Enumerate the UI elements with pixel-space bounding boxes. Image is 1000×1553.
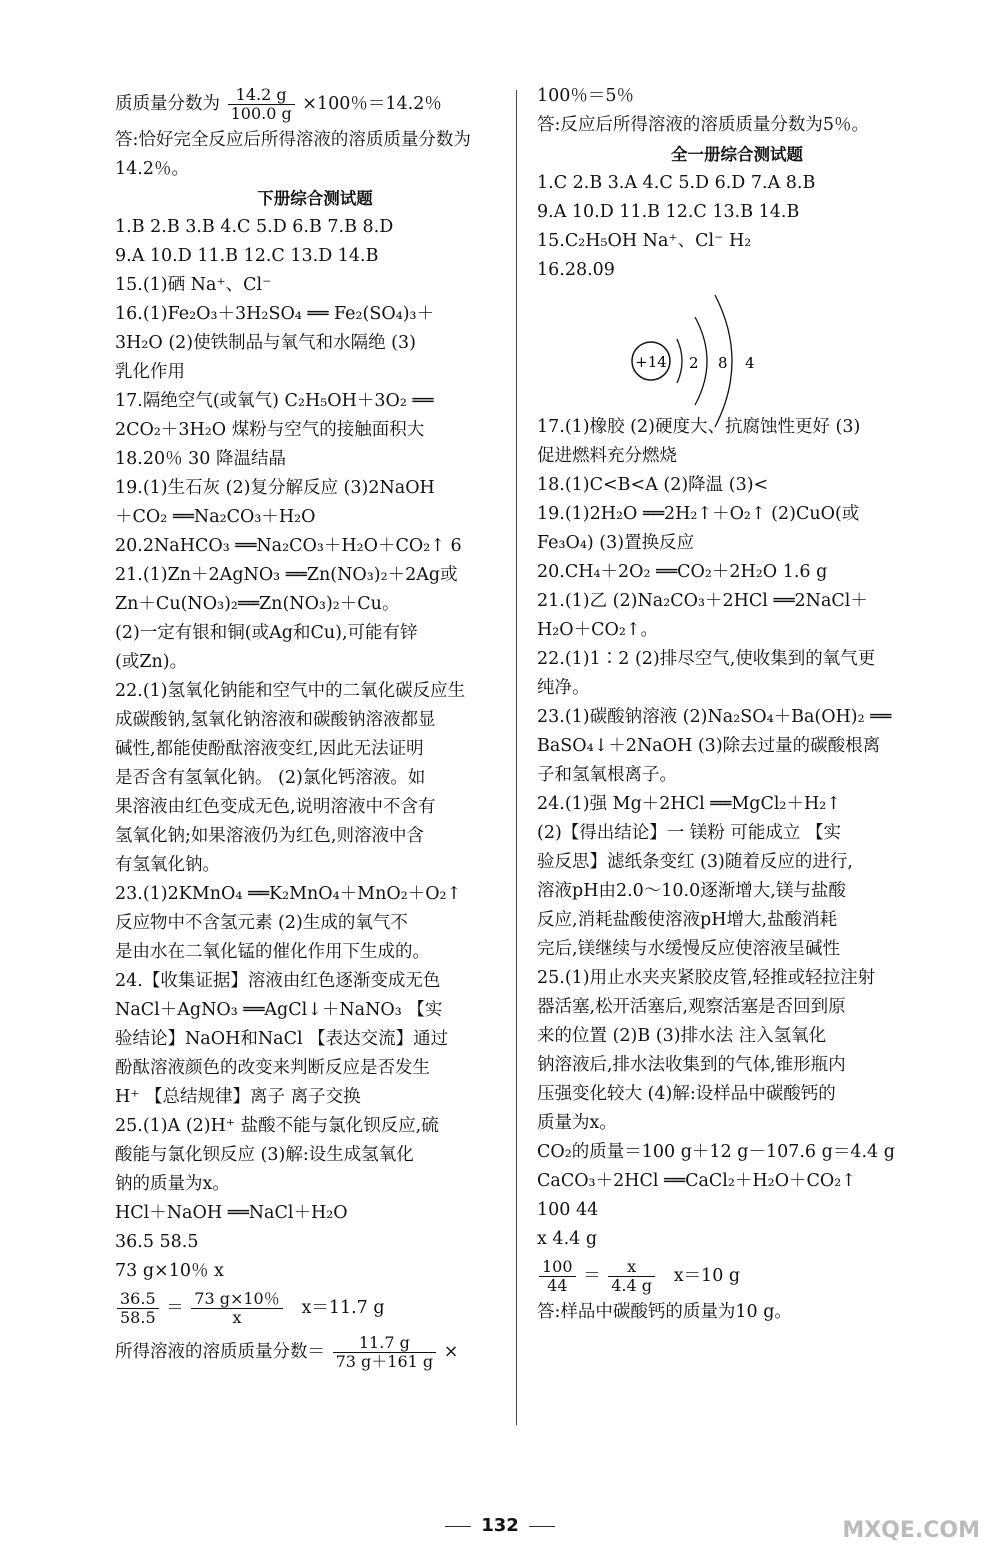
left-line-27: NaCl＋AgNO₃ ══AgCl↓＋NaNO₃ 【实 bbox=[115, 1000, 443, 1020]
left-line-24: 反应物中不含氢元素 (2)生成的氧气不 bbox=[115, 913, 408, 933]
right-lineb-22: 钠溶液后,排水法收集到的气体,锥形瓶内 bbox=[537, 1055, 846, 1075]
left-line-28: 验结论】NaOH和NaCl 【表达交流】通过 bbox=[115, 1029, 449, 1049]
right-lineb-12: 子和氢氧根离子。 bbox=[537, 765, 677, 785]
right-linea-1: 9.A 10.D 11.B 12.C 13.B 14.B bbox=[537, 202, 800, 222]
fraction bbox=[333, 1334, 437, 1371]
formula-line bbox=[537, 1254, 937, 1298]
right-linea-2: 15.C₂H₅OH Na⁺、Cl⁻ H₂ bbox=[537, 231, 752, 251]
text: ×100％＝14.2％ bbox=[302, 94, 442, 114]
watermark: MXQE.COM bbox=[842, 1518, 980, 1543]
left-line-5: 乳化作用 bbox=[115, 362, 185, 382]
left-line-4: 3H₂O (2)使铁制品与氧气和水隔绝 (3) bbox=[115, 333, 416, 353]
equals: ＝ bbox=[166, 1298, 184, 1318]
left-line-9: 19.(1)生石灰 (2)复分解反应 (3)2NaOH bbox=[115, 478, 435, 498]
right-column bbox=[537, 82, 937, 1327]
dash bbox=[445, 1526, 471, 1527]
fraction bbox=[539, 1258, 576, 1295]
right-lineb-24: 质量为x。 bbox=[537, 1113, 617, 1133]
denominator: 58.5 bbox=[120, 1308, 156, 1327]
right-lineb-16: 溶液pH由2.0～10.0逐渐增大,镁与盐酸 bbox=[537, 881, 846, 901]
right-line-2: 答:反应后所得溶液的溶质质量分数为5％。 bbox=[537, 115, 870, 135]
denominator: 4.4 g bbox=[611, 1276, 652, 1295]
shell-electrons: 2 bbox=[689, 354, 699, 372]
numerator: 73 g×10％ bbox=[191, 1290, 282, 1309]
text: 质质量分数为 bbox=[115, 94, 220, 114]
right-lineb-15: 验反思】滤纸条变红 (3)随着反应的进行, bbox=[537, 852, 853, 872]
left-line-32: 酸能与氯化钡反应 (3)解:设生成氢氧化 bbox=[115, 1145, 414, 1165]
right-lineb-18: 完后,镁继续与水缓慢反应使溶液呈碱性 bbox=[537, 939, 841, 959]
column-divider bbox=[516, 90, 517, 1425]
left-line-16: 22.(1)氢氧化钠能和空气中的二氧化碳反应生 bbox=[115, 681, 466, 701]
section-title: 全一册综合测试题 bbox=[671, 145, 803, 164]
left-line-30: H⁺ 【总结规律】离子 离子交换 bbox=[115, 1087, 361, 1107]
left-line-7: 2CO₂＋3H₂O 煤粉与空气的接触面积大 bbox=[115, 420, 425, 440]
right-lineb-13: 24.(1)强 Mg＋2HCl ══MgCl₂＋H₂↑ bbox=[537, 794, 841, 814]
left-line-12: 21.(1)Zn＋2AgNO₃ ══Zn(NO₃)₂＋2Ag或 bbox=[115, 565, 458, 585]
left-line-25: 是由水在二氧化锰的催化作用下生成的。 bbox=[115, 942, 430, 962]
left-line-6: 17.隔绝空气(或氧气) C₂H₅OH＋3O₂ ══ bbox=[115, 391, 434, 411]
answer-lines bbox=[537, 169, 937, 285]
result: x＝10 g bbox=[673, 1266, 741, 1286]
page-number-text: 132 bbox=[481, 1515, 519, 1536]
left-line-22: 有氢氧化钠。 bbox=[115, 855, 220, 875]
denominator: x bbox=[232, 1308, 242, 1327]
atom-svg bbox=[537, 289, 755, 409]
final-line bbox=[115, 1330, 515, 1374]
left-line-34: HCl＋NaOH ══NaCl＋H₂O bbox=[115, 1203, 348, 1223]
result: x＝11.7 g bbox=[301, 1298, 385, 1318]
text: 所得溶液的溶质质量分数＝ bbox=[115, 1342, 325, 1362]
left-line-2: 答:恰好完全反应后所得溶液的溶质质量分数为 bbox=[115, 130, 471, 150]
right-lineb-6: 21.(1)乙 (2)Na₂CO₃＋2HCl ══2NaCl＋ bbox=[537, 591, 868, 611]
fraction bbox=[191, 1290, 282, 1327]
left-line-2: 15.(1)硒 Na⁺、Cl⁻ bbox=[115, 275, 272, 295]
right-lineb-27: 100 44 bbox=[537, 1200, 599, 1220]
formula-line bbox=[115, 1286, 515, 1330]
right-lineb-3: 19.(1)2H₂O ══2H₂↑＋O₂↑ (2)CuO(或 bbox=[537, 504, 860, 524]
dash bbox=[529, 1526, 555, 1527]
right-lineb-23: 压强变化较大 (4)解:设样品中碳酸钙的 bbox=[537, 1084, 836, 1104]
answer-lines bbox=[537, 413, 937, 1254]
nucleus-label: +14 bbox=[635, 353, 667, 371]
atom-structure-diagram bbox=[537, 289, 937, 409]
left-line-29: 酚酞溶液颜色的改变来判断反应是否发生 bbox=[115, 1058, 430, 1078]
left-line-10: ＋CO₂ ══Na₂CO₃＋H₂O bbox=[115, 507, 316, 527]
left-line-1 bbox=[115, 82, 515, 126]
right-lineb-5: 20.CH₄＋2O₂ ══CO₂＋2H₂O 1.6 g bbox=[537, 562, 828, 582]
fraction bbox=[117, 1290, 159, 1327]
right-lineb-20: 器活塞,松开活塞后,观察活塞是否回到原 bbox=[537, 997, 846, 1017]
left-line-26: 24.【收集证据】溶液由红色逐渐变成无色 bbox=[115, 971, 441, 991]
left-line-19: 是否含有氢氧化钠。 (2)氯化钙溶液。如 bbox=[115, 768, 426, 788]
left-line-18: 碱性,都能使酚酞溶液变红,因此无法证明 bbox=[115, 739, 424, 759]
numerator: 100 bbox=[539, 1258, 576, 1277]
right-lineb-19: 25.(1)用止水夹夹紧胶皮管,轻推或轻拉注射 bbox=[537, 968, 876, 988]
section-title: 下册综合测试题 bbox=[257, 189, 373, 208]
numerator: 14.2 g bbox=[228, 86, 295, 105]
left-line-1: 9.A 10.D 11.B 12.C 13.D 14.B bbox=[115, 246, 379, 266]
left-line-3: 14.2％。 bbox=[115, 159, 189, 179]
fraction bbox=[608, 1258, 655, 1295]
denominator: 100.0 g bbox=[230, 104, 292, 123]
right-lineb-9: 纯净。 bbox=[537, 678, 590, 698]
left-line-17: 成碳酸钠,氢氧化钠溶液和碳酸钠溶液都显 bbox=[115, 710, 436, 730]
right-lineb-26: CaCO₃＋2HCl ══CaCl₂＋H₂O＋CO₂↑ bbox=[537, 1171, 856, 1191]
left-line-11: 20.2NaHCO₃ ══Na₂CO₃＋H₂O＋CO₂↑ 6 bbox=[115, 536, 462, 556]
right-lineb-2: 18.(1)C<B<A (2)降温 (3)< bbox=[537, 475, 769, 495]
left-line-0: 1.B 2.B 3.B 4.C 5.D 6.B 7.B 8.D bbox=[115, 217, 394, 237]
fraction bbox=[228, 86, 295, 123]
shell-electrons: 4 bbox=[745, 354, 755, 372]
right-lineb-10: 23.(1)碳酸钠溶液 (2)Na₂SO₄＋Ba(OH)₂ ══ bbox=[537, 707, 892, 727]
left-line-31: 25.(1)A (2)H⁺ 盐酸不能与氯化钡反应,硫 bbox=[115, 1116, 439, 1136]
right-lineb-4: Fe₃O₄) (3)置换反应 bbox=[537, 533, 695, 553]
denominator: 73 g＋161 g bbox=[335, 1352, 434, 1371]
left-line-35: 36.5 58.5 bbox=[115, 1232, 199, 1252]
numerator: x bbox=[608, 1258, 655, 1277]
numerator: 36.5 bbox=[117, 1290, 159, 1309]
numerator: 11.7 g bbox=[333, 1334, 437, 1353]
left-line-3: 16.(1)Fe₂O₃＋3H₂SO₄ ══ Fe₂(SO₄)₃＋ bbox=[115, 304, 435, 324]
answer-lines bbox=[115, 213, 515, 1286]
right-lineb-17: 反应,消耗盐酸使溶液pH增大,盐酸消耗 bbox=[537, 910, 838, 930]
right-lineb-0: 17.(1)橡胶 (2)硬度大、抗腐蚀性更好 (3) bbox=[537, 417, 861, 437]
left-line-21: 氢氧化钠;如果溶液仍为红色,则溶液中含 bbox=[115, 826, 424, 846]
shell-arc bbox=[677, 339, 682, 383]
right-line-1: 100％＝5％ bbox=[537, 86, 635, 106]
final-answer: 答:样品中碳酸钙的质量为10 g。 bbox=[537, 1302, 792, 1322]
right-linea-3: 16.28.09 bbox=[537, 260, 615, 280]
right-lineb-1: 促进燃料充分燃烧 bbox=[537, 446, 677, 466]
left-line-8: 18.20％ 30 降温结晶 bbox=[115, 449, 286, 469]
right-lineb-14: (2)【得出结论】一 镁粉 可能成立 【实 bbox=[537, 823, 841, 843]
left-line-15: (或Zn)。 bbox=[115, 652, 188, 672]
left-line-23: 23.(1)2KMnO₄ ══K₂MnO₄＋MnO₂＋O₂↑ bbox=[115, 884, 462, 904]
right-lineb-11: BaSO₄↓＋2NaOH (3)除去过量的碳酸根离 bbox=[537, 736, 881, 756]
left-line-36: 73 g×10％ x bbox=[115, 1261, 224, 1281]
left-line-13: Zn＋Cu(NO₃)₂══Zn(NO₃)₂＋Cu。 bbox=[115, 594, 400, 614]
right-lineb-28: x 4.4 g bbox=[537, 1229, 598, 1249]
left-line-33: 钠的质量为x。 bbox=[115, 1174, 230, 1194]
shell-electrons: 8 bbox=[718, 354, 728, 372]
right-lineb-21: 来的位置 (2)B (3)排水法 注入氢氧化 bbox=[537, 1026, 827, 1046]
right-lineb-7: H₂O＋CO₂↑。 bbox=[537, 620, 659, 640]
right-lineb-8: 22.(1)1∶2 (2)排尽空气,使收集到的氧气更 bbox=[537, 649, 876, 669]
left-line-14: (2)一定有银和铜(或Ag和Cu),可能有锌 bbox=[115, 623, 418, 643]
right-linea-0: 1.C 2.B 3.A 4.C 5.D 6.D 7.A 8.B bbox=[537, 173, 816, 193]
left-line-20: 果溶液由红色变成无色,说明溶液中不含有 bbox=[115, 797, 436, 817]
text: × bbox=[443, 1342, 459, 1362]
equals: ＝ bbox=[583, 1266, 601, 1286]
right-lineb-25: CO₂的质量＝100 g＋12 g－107.6 g＝4.4 g bbox=[537, 1142, 895, 1162]
left-column bbox=[115, 82, 515, 1374]
denominator: 44 bbox=[547, 1276, 568, 1295]
